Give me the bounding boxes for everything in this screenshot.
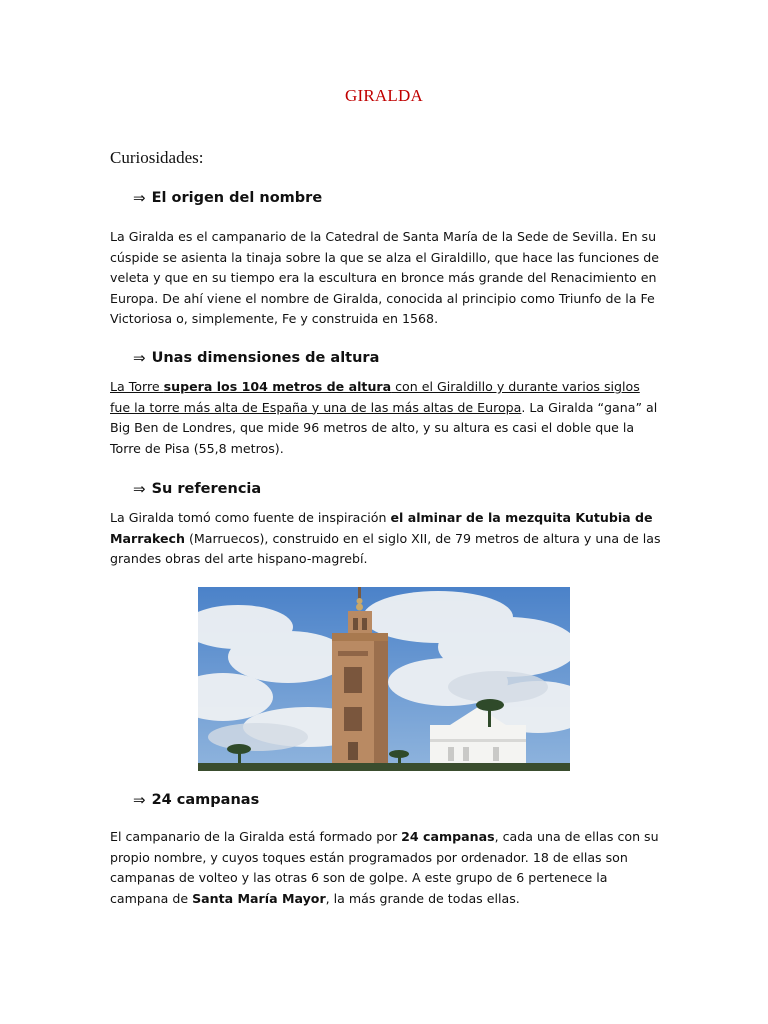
bold-text: Santa María Mayor: [192, 890, 326, 906]
underlined-text: La Torre: [110, 379, 164, 394]
heading-text: 24 campanas: [151, 792, 260, 808]
paragraph-referencia: [110, 508, 662, 570]
paragraph-text: (Marruecos), construido en el siglo XII, de 79 metros de altura y una de las grandes obras del arte hispano-magrebí.: [110, 530, 661, 566]
section-heading-dimensiones: [133, 349, 379, 367]
document-title: GIRALDA: [345, 86, 423, 105]
paragraph-text: La Giralda tomó como fuente de inspiración: [110, 510, 391, 525]
arrow-right-icon: ⇒: [133, 189, 146, 207]
paragraph-origen: La Giralda es el campanario de la Catedral de Santa María de la Sede de Sevilla. En su cúspide se asienta la tinaja sobre la que se alza el Giraldillo, que hace las funciones de veleta y que en su tiempo era la escultura en bronce más grande del Renacimiento en Europa. De ahí viene el nombre de Giralda, conocida al principio como Triunfo de la Fe Victoriosa o, simplemente, Fe y construida en 1568.: [110, 229, 660, 326]
bold-text: 24 campanas: [401, 829, 495, 844]
section-heading-campanas: [133, 791, 259, 809]
paragraph-dimensiones: [110, 377, 662, 459]
section-subtitle: Curiosidades:: [110, 148, 204, 167]
heading-text: Unas dimensiones de altura: [151, 350, 380, 366]
paragraph-text: , cada una de ellas con su propio nombre, y cuyos toques están programados por ordenador. 18 de ellas son campanas de volteo y las otras 6 son de golpe. A este grupo de 6 pertenece la campana de: [110, 829, 659, 906]
minaret-photo: [198, 587, 570, 771]
section-heading-referencia: [133, 480, 261, 498]
heading-text: Su referencia: [151, 481, 262, 497]
paragraph-campanas: [110, 827, 662, 909]
underlined-bold-text: supera los 104 metros de altura: [163, 379, 392, 394]
arrow-right-icon: ⇒: [133, 791, 146, 809]
paragraph-text: . La Giralda “gana” al Big Ben de Londres, que mide 96 metros de alto, y su altura es casi el doble que la Torre de Pisa (55,8 metros).: [110, 399, 658, 456]
paragraph-text: El campanario de la Giralda está formado por: [110, 829, 402, 844]
arrow-right-icon: ⇒: [133, 480, 146, 498]
minaret-image: [198, 587, 570, 771]
heading-text: El origen del nombre: [151, 190, 323, 206]
underlined-text: con el Giraldillo y durante varios siglos fue la torre más alta de España y una de las más altas de Europa: [110, 379, 640, 415]
bold-text: el alminar de la mezquita Kutubia de Marrakech: [110, 510, 653, 546]
section-heading-origen: [133, 189, 322, 207]
paragraph-text: , la más grande de todas ellas.: [325, 890, 520, 906]
arrow-right-icon: ⇒: [133, 349, 146, 367]
